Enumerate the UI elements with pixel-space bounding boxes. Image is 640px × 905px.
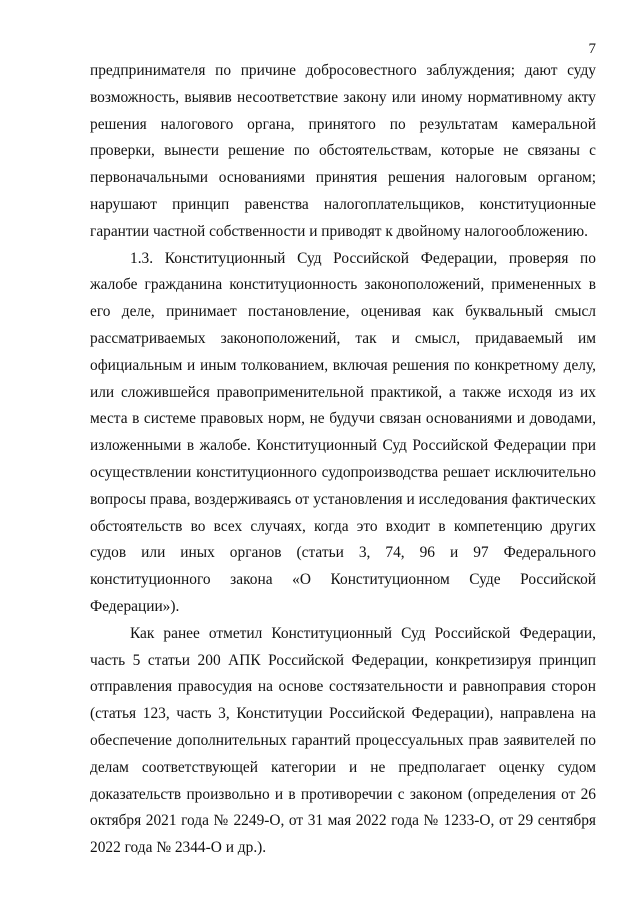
text-line: конституционного закона «О Конституционном Суде Российской: [90, 571, 596, 589]
text-line: официальным и иным толкованием, включая решения по конкретному делу,: [90, 356, 596, 374]
text-line: изложенными в жалобе. Конституционный Суд Российской Федерации при: [90, 437, 596, 455]
text-line: или сложившейся правоприменительной практикой, а также исходя из их: [90, 383, 596, 401]
paragraph-continuation: [90, 58, 596, 246]
paragraph-apk: [90, 621, 596, 862]
text-line: жалобе гражданина конституционность законоположений, примененных в: [90, 276, 596, 294]
text-line: Как ранее отметил Конституционный Суд Российской Федерации,: [130, 624, 596, 642]
text-line: (статья 123, часть 3, Конституции Российской Федерации), направлена на: [90, 705, 596, 723]
text-line: места в системе правовых норм, не будучи связан основаниями и доводами,: [90, 410, 596, 428]
text-line: обстоятельств во всех случаях, когда это входит в компетенцию других: [90, 517, 596, 535]
page-number: 7: [588, 41, 596, 57]
text-line: судов или иных органов (статьи 3, 74, 96 и 97 Федерального: [90, 544, 596, 562]
body-text: [90, 58, 596, 862]
text-line: нарушают принцип равенства налогоплательщиков, конституционные: [90, 195, 596, 213]
text-line: 1.3. Конституционный Суд Российской Федерации, проверяя по: [130, 249, 596, 267]
text-line: проверки, вынести решение по обстоятельствам, которые не связаны с: [90, 142, 596, 160]
text-line: осуществлении конституционного судопроизводства решает исключительно: [90, 463, 596, 481]
text-line: решения налогового органа, принятого по результатам камеральной: [90, 115, 596, 133]
text-line: отправления правосудия на основе состязательности и равноправия сторон: [90, 678, 596, 696]
text-line: первоначальными основаниями принятия решения налоговым органом;: [90, 169, 596, 187]
text-line: гарантии частной собственности и приводят к двойному налогообложению.: [90, 222, 588, 240]
text-line: октября 2021 года № 2249-О, от 31 мая 2022 года № 1233-О, от 29 сентября: [90, 812, 596, 830]
text-line: делам соответствующей категории и не предполагает оценку судом: [90, 758, 596, 776]
text-line: рассматриваемых законоположений, так и смысл, придаваемый им: [90, 329, 596, 347]
text-line: часть 5 статьи 200 АПК Российской Федерации, конкретизируя принцип: [90, 651, 596, 669]
paragraph-1-3: [90, 246, 596, 621]
text-line: Федерации»).: [90, 597, 180, 615]
text-line: 2022 года № 2344-О и др.).: [90, 839, 267, 857]
text-line: его деле, принимает постановление, оценивая как буквальный смысл: [90, 303, 596, 321]
text-line: обеспечение дополнительных гарантий процессуальных прав заявителей по: [90, 731, 596, 749]
text-line: доказательств произвольно и в противоречии с законом (определения от 26: [90, 785, 596, 803]
text-line: возможность, выявив несоответствие закону или иному нормативному акту: [90, 88, 596, 106]
text-line: вопросы права, воздерживаясь от установления и исследования фактических: [90, 490, 596, 508]
text-line: предпринимателя по причине добросовестного заблуждения; дают суду: [90, 62, 596, 79]
